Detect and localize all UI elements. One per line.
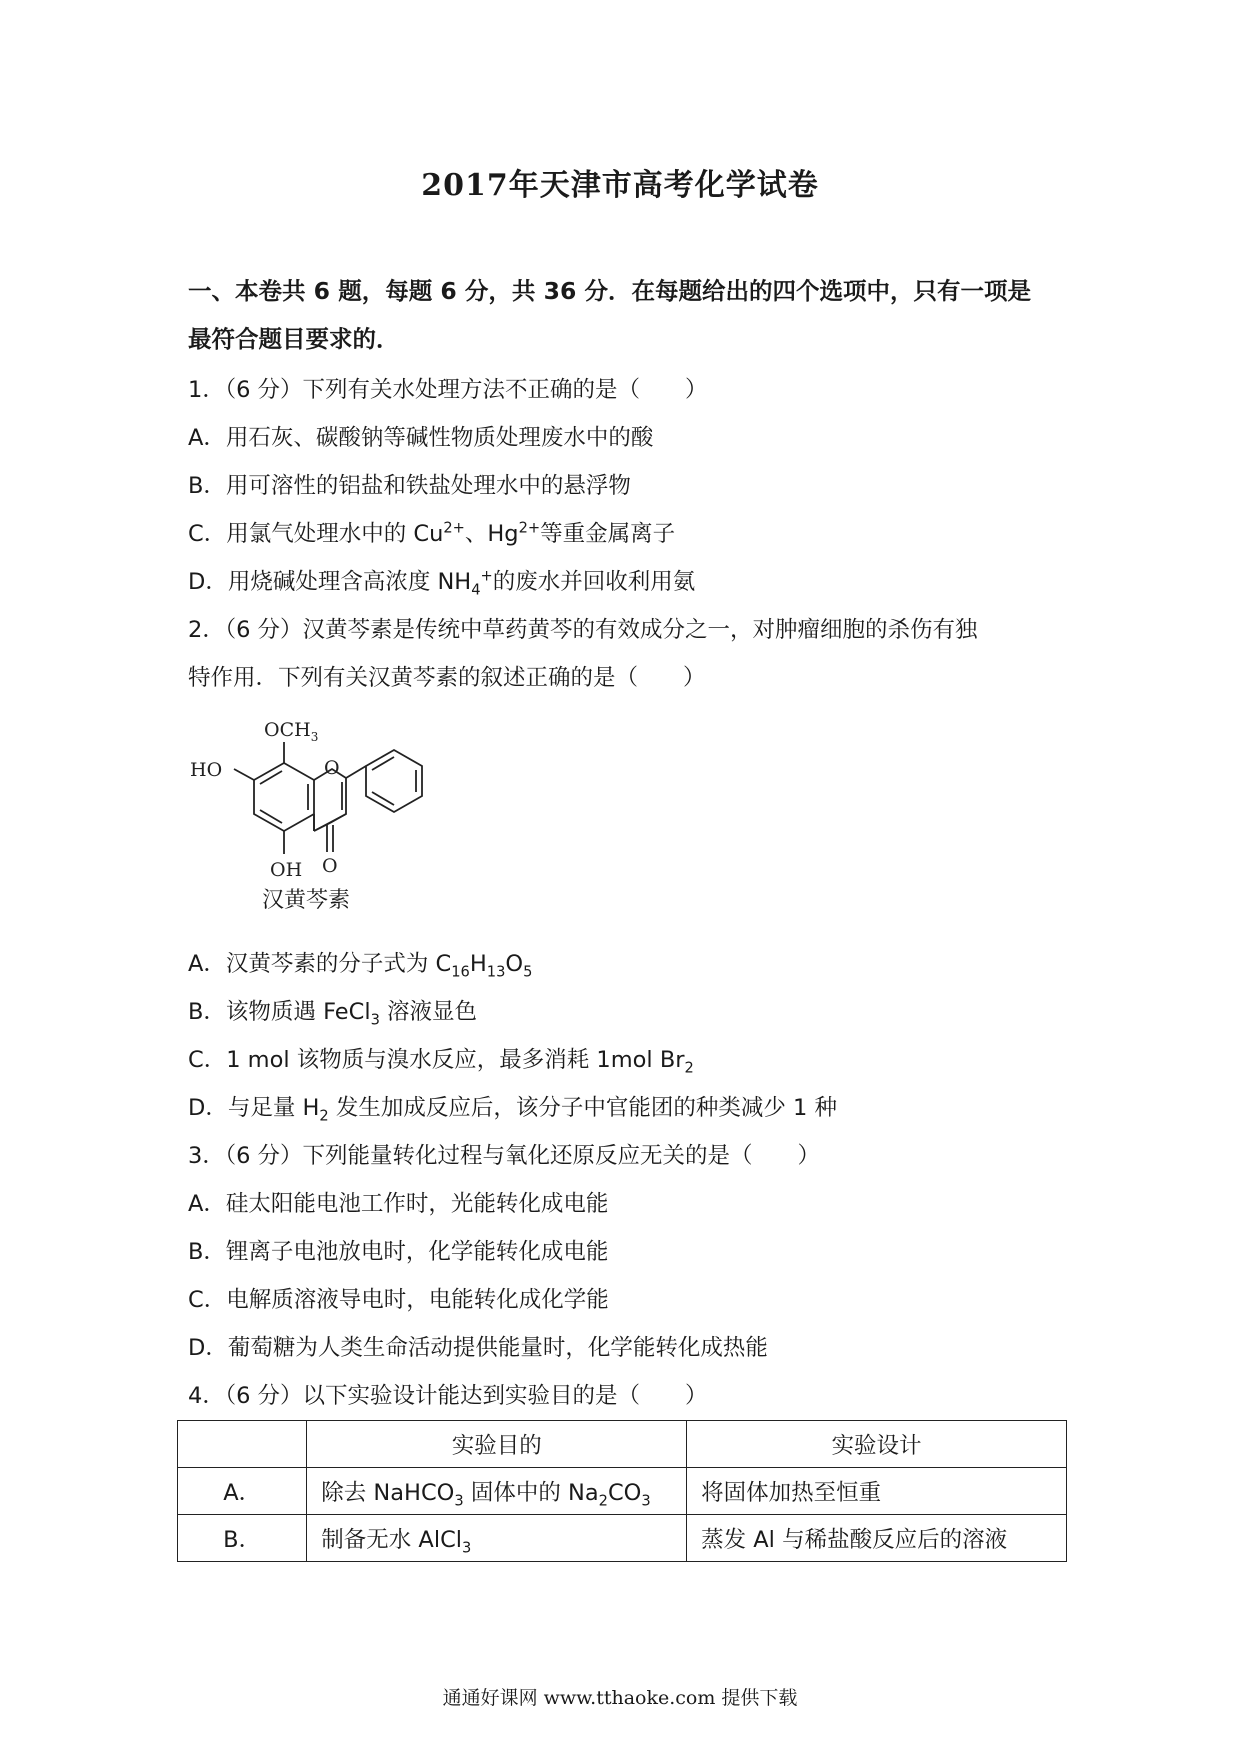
- keto-oxygen-label: O: [322, 855, 338, 877]
- q2-stem-line1: 2．（6 分）汉黄芩素是传统中草药黄芩的有效成分之一，对肿瘤细胞的杀伤有独: [188, 617, 978, 643]
- row-design: 将固体加热至恒重: [687, 1468, 1067, 1515]
- table-header-cell: 实验设计: [687, 1421, 1067, 1468]
- page-title: 2017年天津市高考化学试卷: [421, 168, 819, 203]
- q1-stem: 1．（6 分）下列有关水处理方法不正确的是（ ）: [188, 377, 708, 403]
- q1-option-a: A．用石灰、碳酸钠等碱性物质处理废水中的酸: [188, 425, 654, 451]
- q3-stem: 3．（6 分）下列能量转化过程与氧化还原反应无关的是（ ）: [188, 1143, 821, 1169]
- row-label: A．: [178, 1468, 307, 1515]
- methoxy-label: $OCH_3$: [264, 720, 319, 744]
- q3-option-a: A．硅太阳能电池工作时，光能转化成电能: [188, 1191, 609, 1217]
- experiment-table: [177, 1420, 1067, 1562]
- row-design: 蒸发 Al 与稀盐酸反应后的溶液: [687, 1515, 1067, 1562]
- q2-option-c: C．1 mol 该物质与溴水反应，最多消耗 1mol $Br_2$: [188, 1047, 694, 1077]
- q3-option-b: B．锂离子电池放电时，化学能转化成电能: [188, 1239, 609, 1265]
- q2-stem-line2: 特作用．下列有关汉黄芩素的叙述正确的是（ ）: [188, 665, 706, 691]
- q3-option-c: C．电解质溶液导电时，电能转化成化学能: [188, 1287, 609, 1313]
- section-heading-line1: 一、本卷共 6 题，每题 6 分，共 36 分．在每题给出的四个选项中，只有一项是: [188, 277, 1031, 305]
- structure-caption: 汉黄芩素: [262, 888, 351, 913]
- q2-option-a: A．汉黄芩素的分子式为 $C_{16}H_{13}O_5$: [188, 951, 533, 981]
- hydroxy-label-bottom: OH: [270, 859, 303, 881]
- q3-option-d: D．葡萄糖为人类生命活动提供能量时，化学能转化成热能: [188, 1335, 768, 1361]
- q1-option-d: D．用烧碱处理含高浓度 $NH_4^+$的废水并回收利用氨: [188, 567, 696, 599]
- row-goal: 制备无水 AlCl$_3$: [307, 1515, 687, 1562]
- table-header-cell: [178, 1421, 307, 1468]
- table-header-cell: 实验目的: [307, 1421, 687, 1468]
- row-goal: 除去 NaHCO$_3$ 固体中的 $Na_2CO_3$: [307, 1468, 687, 1515]
- q2-option-d: D．与足量 $H_2$ 发生加成反应后，该分子中官能团的种类减少 1 种: [188, 1095, 837, 1125]
- table-header-row: [178, 1421, 1067, 1468]
- page-footer: 通通好课网 www.tthaoke.com 提供下载: [442, 1687, 798, 1709]
- table-row: [178, 1468, 1067, 1515]
- q4-stem: 4．（6 分）以下实验设计能达到实验目的是（ ）: [188, 1383, 708, 1409]
- row-label: B．: [178, 1515, 307, 1562]
- q1-option-c: C．用氯气处理水中的 $Cu^{2+}$、$Hg^{2+}$等重金属离子: [188, 519, 676, 547]
- section-heading-line2: 最符合题目要求的．: [188, 325, 400, 353]
- q2-option-b: B．该物质遇 FeCl$_3$ 溶液显色: [188, 999, 478, 1029]
- hydroxy-label-left: HO: [190, 759, 223, 781]
- q1-option-b: B．用可溶性的铝盐和铁盐处理水中的悬浮物: [188, 473, 631, 499]
- table-row: [178, 1515, 1067, 1562]
- ring-oxygen-label: O: [324, 757, 340, 779]
